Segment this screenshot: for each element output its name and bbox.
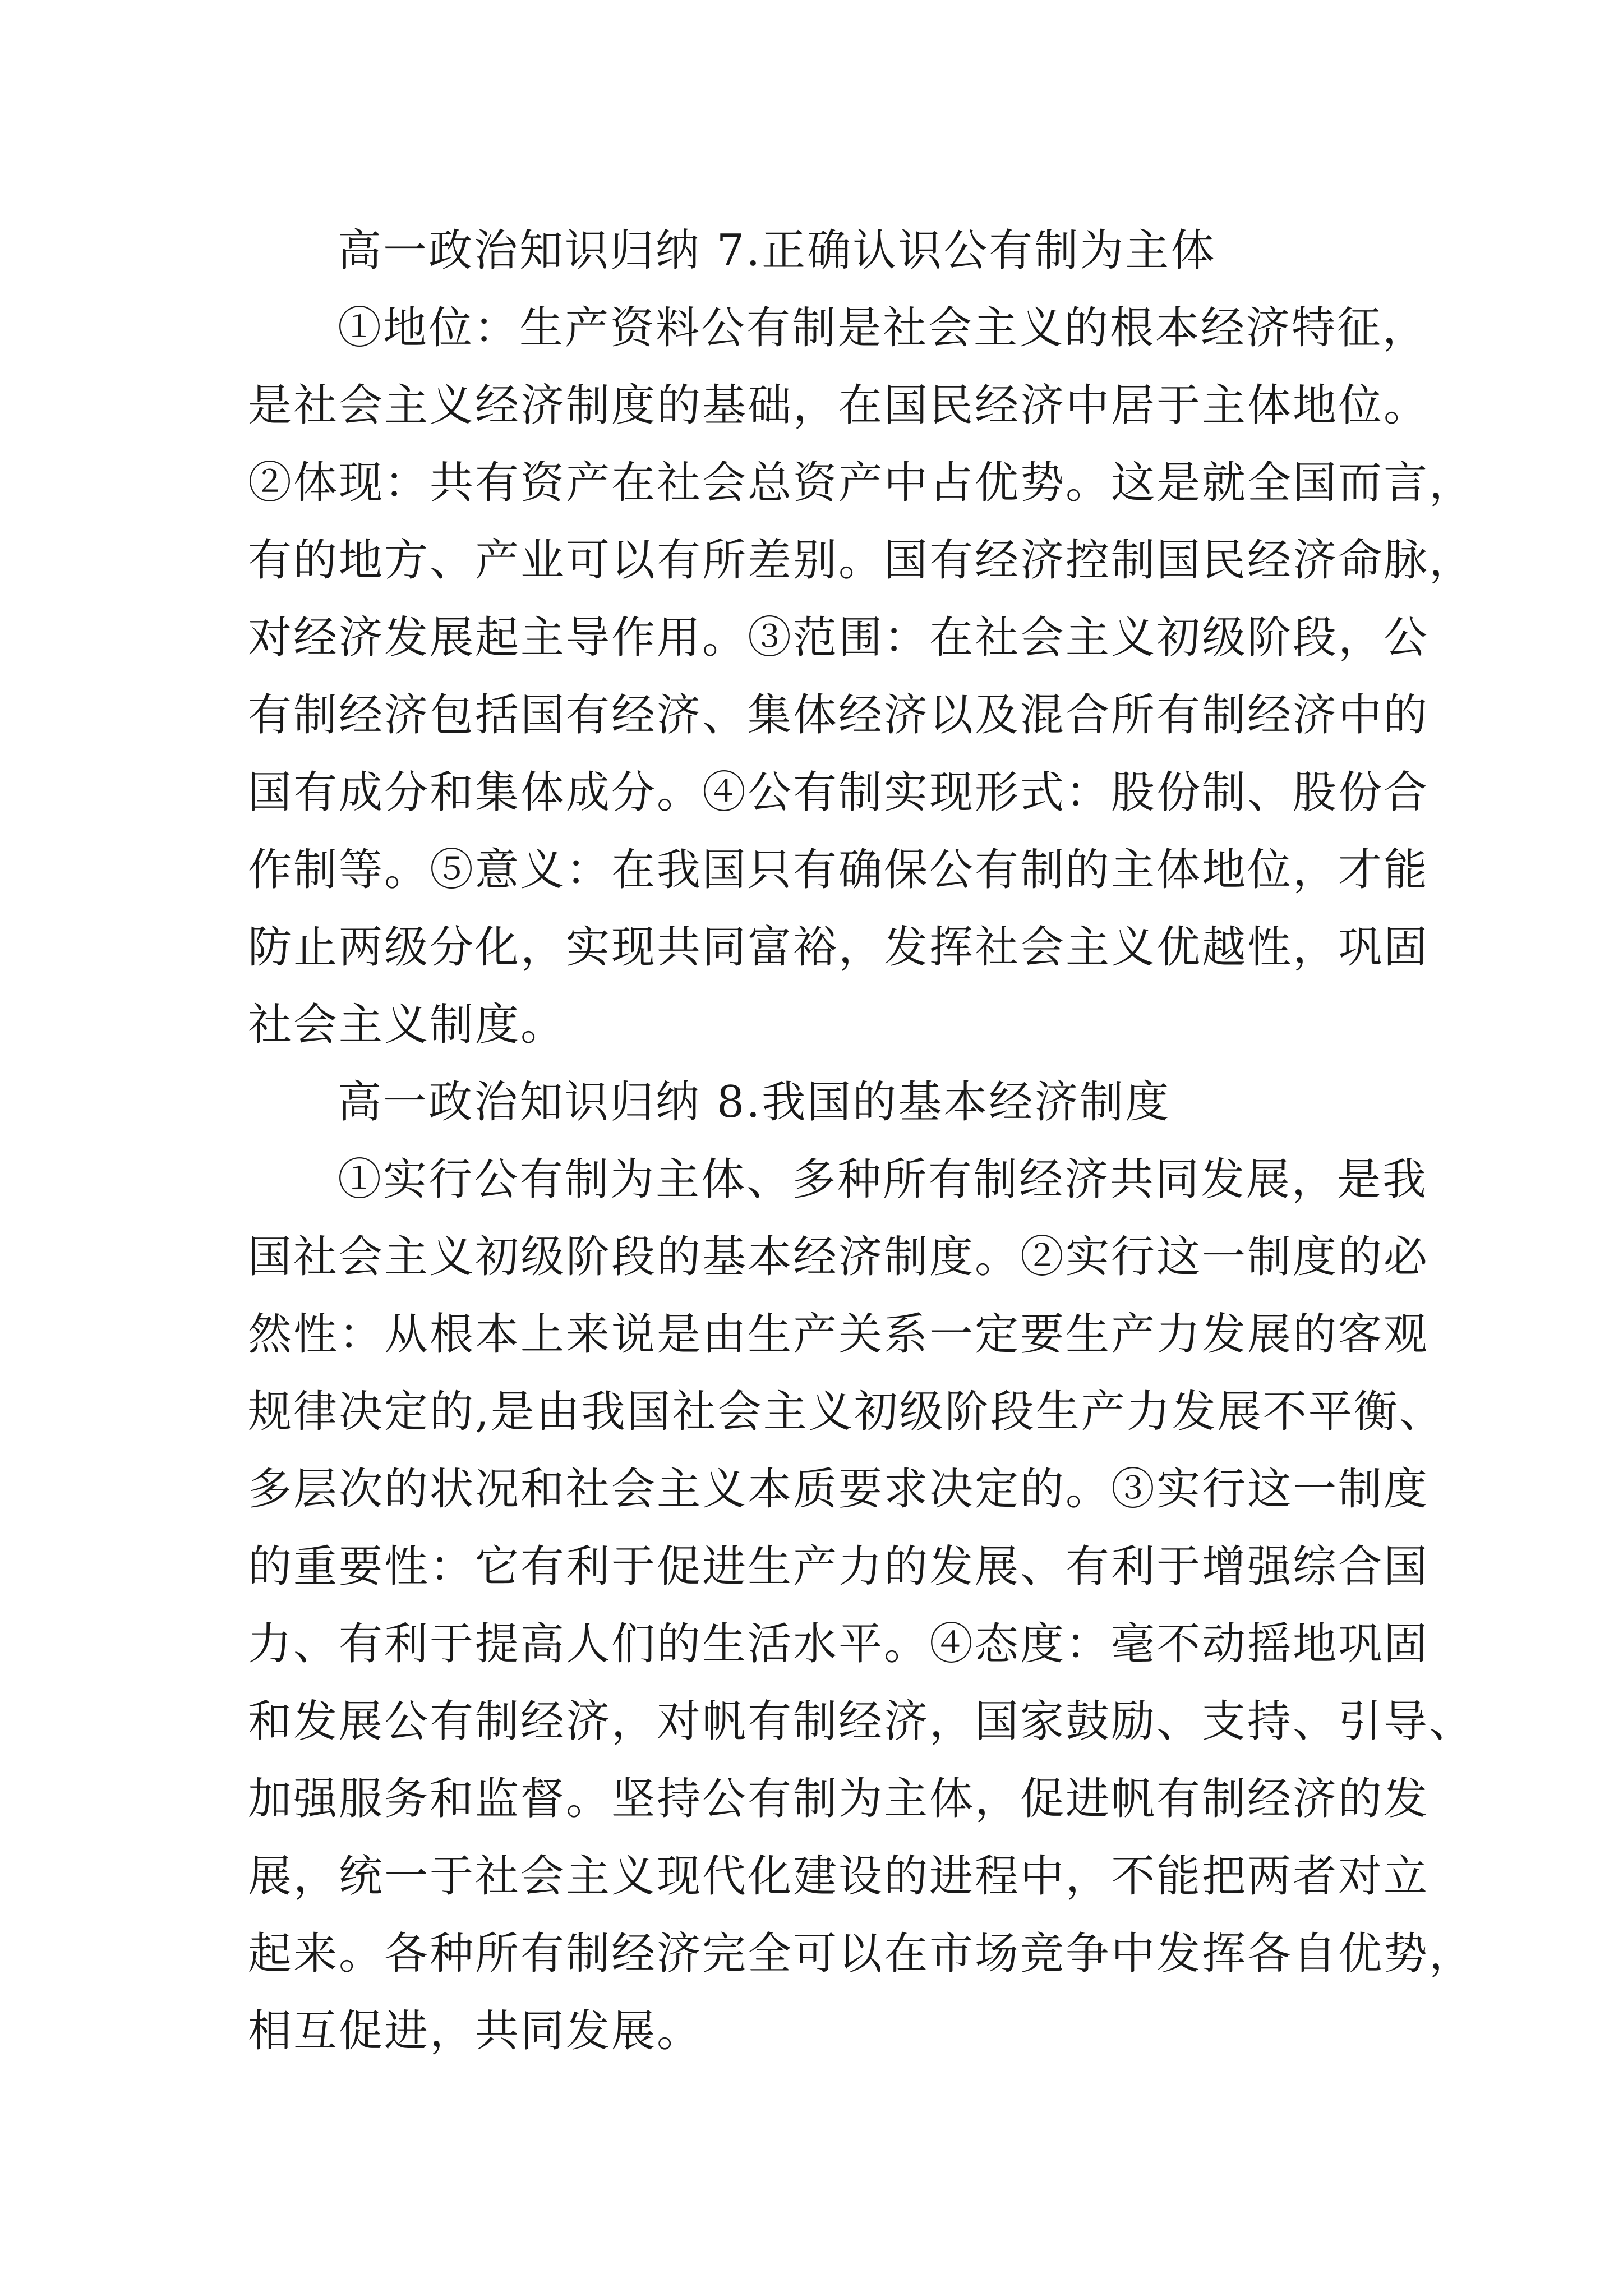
paragraph-line: 国有成分和集体成分。④公有制实现形式：股份制、股份合 <box>248 767 1430 818</box>
paragraph-line: 规律决定的,是由我国社会主义初级阶段生产力发展不平衡、 <box>248 1387 1445 1437</box>
paragraph-line: 作制等。⑤意义：在我国只有确保公有制的主体地位，才能 <box>248 845 1430 895</box>
paragraph-line: 然性：从根本上来说是由生产关系一定要生产力发展的客观 <box>248 1309 1430 1360</box>
paragraph-line: 起来。各种所有制经济完全可以在市场竞争中发挥各自优势， <box>248 1929 1475 1979</box>
paragraph-line: ②体现：共有资产在社会总资产中占优势。这是就全国而言， <box>248 458 1475 508</box>
paragraph-line: 社会主义制度。 <box>248 1000 566 1050</box>
paragraph-line: 的重要性：它有利于促进生产力的发展、有利于增强综合国 <box>248 1542 1430 1592</box>
document-body <box>248 212 1475 2070</box>
paragraph-line: 有的地方、产业可以有所差别。国有经济控制国民经济命脉， <box>248 535 1475 586</box>
paragraph-line: 力、有利于提高人们的生活水平。④态度：毫不动摇地巩固 <box>248 1619 1430 1669</box>
paragraph-line: 有制经济包括国有经济、集体经济以及混合所有制经济中的 <box>248 690 1430 740</box>
paragraph-line: 加强服务和监督。坚持公有制为主体，促进帆有制经济的发 <box>248 1774 1430 1824</box>
paragraph-line: 对经济发展起主导作用。③范围：在社会主义初级阶段，公 <box>248 613 1430 663</box>
paragraph-line: 展，统一于社会主义现代化建设的进程中，不能把两者对立 <box>248 1851 1430 1902</box>
paragraph-line: ①地位：生产资料公有制是社会主义的根本经济特征， <box>338 303 1428 353</box>
paragraph-line: ①实行公有制为主体、多种所有制经济共同发展，是我 <box>338 1154 1428 1205</box>
paragraph-line: 防止两级分化，实现共同富裕，发挥社会主义优越性，巩固 <box>248 922 1430 973</box>
section-heading: 高一政治知识归纳 8.我国的基本经济制度 <box>338 1077 1171 1128</box>
paragraph-line: 相互促进，共同发展。 <box>248 2006 703 2056</box>
paragraph-line: 多层次的状况和社会主义本质要求决定的。③实行这一制度 <box>248 1464 1430 1515</box>
paragraph-line: 是社会主义经济制度的基础，在国民经济中居于主体地位。 <box>248 380 1430 431</box>
section-heading: 高一政治知识归纳 7.正确认识公有制为主体 <box>338 226 1216 276</box>
paragraph-line: 国社会主义初级阶段的基本经济制度。②实行这一制度的必 <box>248 1232 1430 1282</box>
paragraph-line: 和发展公有制经济，对帆有制经济，国家鼓励、支持、引导、 <box>248 1696 1475 1747</box>
